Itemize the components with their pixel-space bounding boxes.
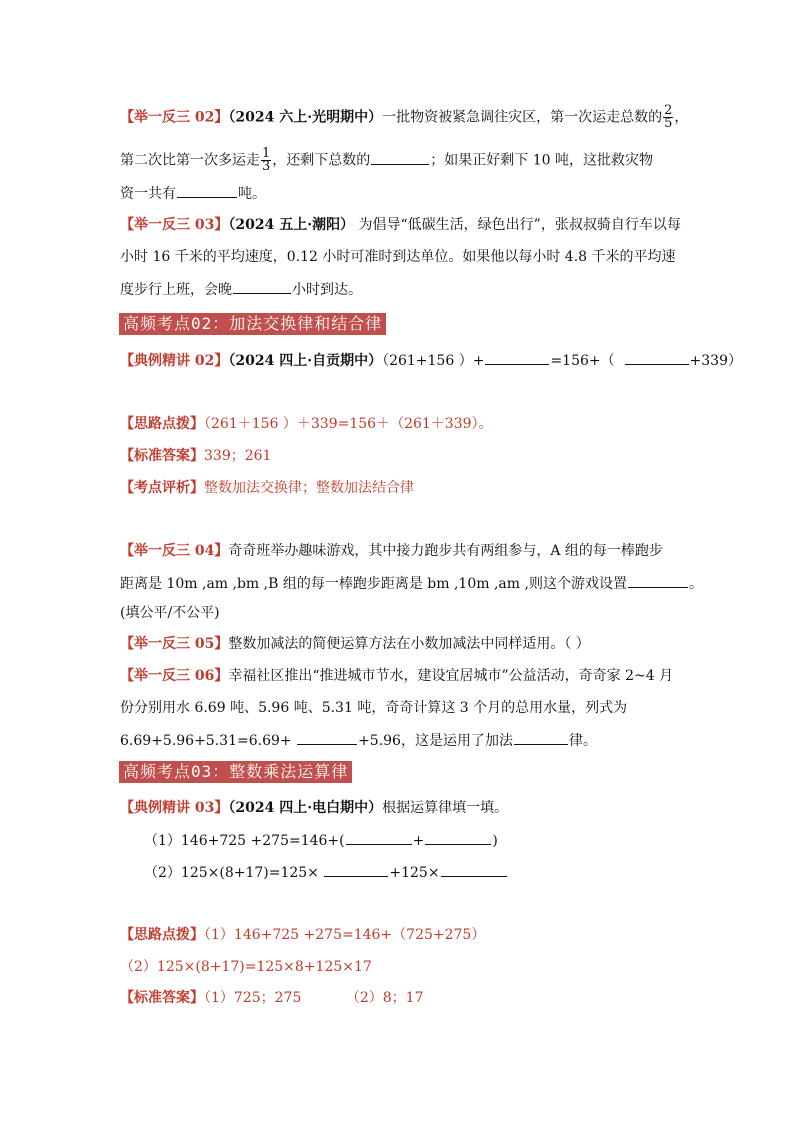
question-06-line2 bbox=[120, 698, 627, 718]
hint-text: （261＋156 ）＋339=156＋（261＋339）。 bbox=[204, 416, 493, 432]
question-text: 小时 16 千米的平均速度，0.12 小时可准时到达单位。如果他以每小时 4.8 千米的平均速 bbox=[120, 249, 676, 265]
question-04-line2 bbox=[120, 573, 703, 594]
example-text: +339） bbox=[689, 353, 742, 369]
question-06-line3 bbox=[120, 730, 597, 751]
answer-blank[interactable] bbox=[441, 862, 507, 877]
answer-blank[interactable] bbox=[425, 830, 491, 845]
answer-blank[interactable] bbox=[628, 573, 688, 588]
hint-label: 【思路点拨】 bbox=[120, 416, 204, 432]
section-banner: 高频考点02：加法交换律和结合律 bbox=[119, 313, 386, 335]
question-text: 小时到达。 bbox=[292, 282, 362, 298]
question-text: 份分别用水 6.69 吨、5.96 吨、5.31 吨，奇奇计算这 3 个月的总用水量，列式为 bbox=[120, 700, 628, 716]
question-text: 整数加减法的简便运算方法在小数加减法中同样适用。（ ） bbox=[228, 636, 590, 652]
example-text: （261+156 ）+ bbox=[382, 353, 485, 369]
example-text: （2）125×(8+17)=125× bbox=[144, 865, 324, 881]
fraction bbox=[663, 105, 673, 130]
answer-blank[interactable] bbox=[297, 730, 357, 745]
question-text: 幸福社区推出“推进城市节水，建设宜居城市”公益活动，奇奇家 2~4 月 bbox=[228, 668, 674, 684]
example-text: =156+（ bbox=[550, 353, 615, 369]
answer-blank[interactable] bbox=[324, 862, 388, 877]
answer-label: 【标准答案】 bbox=[120, 448, 204, 464]
fraction-denominator: 5 bbox=[664, 116, 673, 131]
example-source: （2024 四上·自贡期中） bbox=[228, 353, 383, 369]
answer-blank[interactable] bbox=[625, 350, 689, 365]
question-text: 度步行上班，会晚 bbox=[120, 282, 232, 298]
example-tag: 【典例精讲 02】 bbox=[120, 353, 229, 369]
answer-blank[interactable] bbox=[371, 150, 429, 165]
example-text: 根据运算律填一填。 bbox=[382, 800, 509, 816]
question-text: 距离是 10m ,am ,bm ,B 组的每一棒跑步距离是 bm ,10m ,am ,则这个游戏设置 bbox=[120, 576, 627, 592]
question-source: （2024 六上·光明期中） bbox=[228, 109, 383, 126]
question-tag: 【举一反三 06】 bbox=[120, 668, 229, 684]
answer-blank[interactable] bbox=[177, 183, 237, 198]
example-text: + bbox=[412, 833, 425, 849]
hint-text: （2）125×(8+17)=125×8+125×17 bbox=[120, 959, 372, 975]
answer-blank[interactable] bbox=[514, 730, 568, 745]
example-source: （2024 四上·电白期中） bbox=[228, 800, 383, 816]
question-text: 一批物资被紧急调往灾区，第一次运走总数的 bbox=[382, 109, 663, 126]
question-text: ；如果正好剩下 10 吨，这批救灾物 bbox=[430, 152, 653, 169]
example-text: （1）146+725 +275=146+( bbox=[144, 833, 345, 849]
question-02-line2 bbox=[120, 148, 653, 173]
answer-line bbox=[120, 446, 271, 466]
example-text: ) bbox=[492, 833, 498, 849]
question-03-line3 bbox=[120, 279, 362, 300]
fraction-numerator: 1 bbox=[262, 146, 271, 161]
question-text: (填公平/不公平) bbox=[120, 605, 220, 621]
example-tag: 【典例精讲 03】 bbox=[120, 800, 229, 816]
hint-line bbox=[120, 414, 493, 434]
fraction-numerator: 2 bbox=[664, 103, 673, 118]
review-line bbox=[120, 478, 414, 498]
question-02-line1: 【举一反三 02】（2024 六上·光明期中）一批物资被紧急调往灾区，第一次运走总数的 $\frac{2}{5}$ ， bbox=[120, 103, 689, 131]
hint-line bbox=[120, 925, 485, 945]
question-text: 吨。 bbox=[238, 186, 266, 202]
review-text: 整数加法交换律；整数加法结合律 bbox=[204, 480, 414, 496]
section-banner: 高频考点03：整数乘法运算律 bbox=[119, 761, 352, 783]
question-text: 奇奇班举办趣味游戏，其中接力跑步共有两组参与，A 组的每一棒跑步 bbox=[228, 543, 663, 559]
answer-blank[interactable] bbox=[346, 830, 412, 845]
question-text: 为倡导“低碳生活，绿色出行”，张叔叔骑自行车以每 bbox=[354, 217, 681, 233]
question-text: 第二次比第一次多运走 bbox=[120, 152, 260, 169]
fraction-denominator: 3 bbox=[262, 159, 271, 174]
answer-text: 339；261 bbox=[204, 448, 272, 464]
example-03-line bbox=[120, 798, 508, 818]
question-text: +5.96，这是运用了加法 bbox=[358, 733, 513, 749]
example-03-sub2 bbox=[144, 862, 508, 883]
question-03-line1 bbox=[120, 215, 681, 235]
question-text: 6.69+5.96+5.31=6.69+ bbox=[120, 733, 297, 749]
question-text: ，还剩下总数的 bbox=[272, 152, 371, 169]
question-text: 。 bbox=[688, 576, 703, 592]
question-02-line3 bbox=[120, 183, 266, 204]
question-04-line1 bbox=[120, 541, 663, 561]
hint-label: 【思路点拨】 bbox=[120, 927, 204, 943]
question-06-line1 bbox=[120, 666, 673, 686]
answer-blank[interactable] bbox=[485, 350, 549, 365]
question-03-line2 bbox=[120, 247, 676, 267]
question-text: 律。 bbox=[568, 733, 597, 749]
answer-blank[interactable] bbox=[233, 279, 291, 294]
hint-text: （1）146+725 +275=146+（725+275） bbox=[204, 927, 486, 943]
fraction bbox=[261, 148, 271, 173]
question-tag: 【举一反三 05】 bbox=[120, 636, 229, 652]
question-source: （2024 五上·潮阳） bbox=[228, 217, 355, 233]
example-03-sub1 bbox=[144, 830, 498, 851]
question-05-line bbox=[120, 634, 590, 654]
question-tag: 【举一反三 04】 bbox=[120, 543, 229, 559]
review-label: 【考点评析】 bbox=[120, 480, 204, 496]
answer-text: （1）725；275 （2）8；17 bbox=[204, 990, 424, 1006]
question-tag: 【举一反三 02】 bbox=[120, 109, 229, 126]
answer-label: 【标准答案】 bbox=[120, 990, 204, 1006]
question-04-line3 bbox=[120, 603, 220, 623]
question-text: 资一共有 bbox=[120, 186, 176, 202]
hint-line-2 bbox=[120, 957, 372, 977]
answer-line bbox=[120, 988, 423, 1008]
example-02-line bbox=[120, 350, 742, 371]
question-tag: 【举一反三 03】 bbox=[120, 217, 229, 233]
example-text: +125× bbox=[389, 865, 440, 881]
